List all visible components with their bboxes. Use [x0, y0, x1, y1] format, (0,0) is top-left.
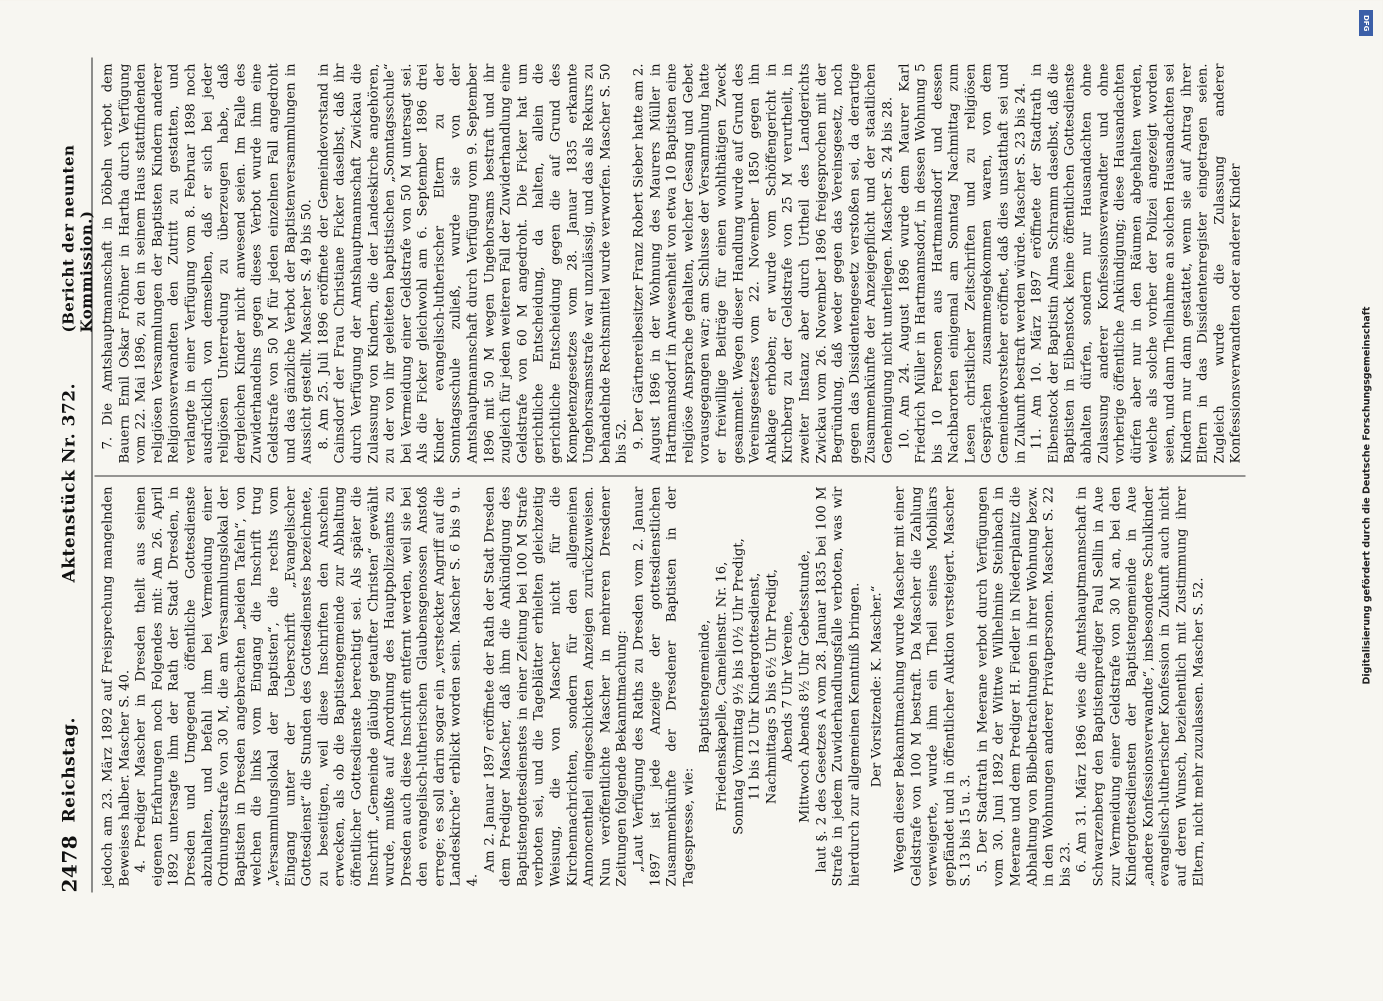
paragraph: 10. Am 24. August 1896 wurde dem Maurer Karl Friedrich Müller in Hartmannsdorf, in dessen Wohnung 5 bis 10 Personen aus Hartmannsdorf und dessen Nachbarorten einigemal am Sonntag Nachmittag zum Lesen christlicher Zeitschriften und zu religiösen Gesprächen zusammengekommen waren, von dem Gemeindevorsteher eröffnet, daß dies unstatthaft sei und in Zukunft bestraft werden würde. Mascher S. 23 bis 24.	[897, 63, 1029, 464]
paragraph: Baptistengemeinde,	[697, 619, 713, 754]
paragraph: Der Vorsitzende: K. Mascher.“	[869, 585, 885, 788]
paragraph: 11 bis 12 Uhr Kindergottesdienst,	[747, 572, 763, 801]
dfg-logo: DFG	[1359, 10, 1373, 36]
paragraph: 4. Prediger Mascher in Dresden theilt aus seinen eigenen Erfahrungen noch Folgendes mit: Am 26. April 1892 untersagte ihm der Rath der Stadt Dresden, in Dresden und Umgegend öffentliche Gottesdienste abzuhalten, und befahl ihm bei Vermeidung einer Ordnungsstrafe von 30 M, die am Versammlungslokal der Baptisten in Dresden angebrachten „beiden Tafeln“, von welchen die links vom Eingang die Inschrift trug „Versammlungslokal der Baptisten“, die rechts vom Eingang unter der Ueberschrift „Evangelischer Gottesdienst“ die Stunden des Gottesdienstes bezeichnete, zu beseitigen, weil diese Inschriften den Anschein erwecken, als ob die Baptistengemeinde zur Abhaltung öffentlicher Gottesdienste berechtigt sei. Als später die Inschrift „Gemeinde gläubig getaufter Christen“ gewählt wurde, mußte auf Anordnung des Hauptpolizeiamts zu Dresden auch diese Inschrift entfernt werden, weil sie bei den evangelisch-lutherischen Glaubensgenossen Anstoß errege; es soll darin sogar ein „versteckter Angriff auf die Landeskirche“ erblickt worden sein. Mascher S. 6 bis 9 u. 4.	[133, 486, 481, 887]
paragraph: „Laut Verfügung des Raths zu Dresden vom 2. Januar 1897 ist jede Anzeige der gottesdienstlichen Zusammenkünfte der Dresdener Baptisten in der Tagespresse, wie:	[631, 486, 697, 887]
header-center-title: Aktenstück Nr. 372.	[59, 382, 80, 583]
paragraph: 9. Der Gärtnereibesitzer Franz Robert Sieber hatte am 2. August 1896 in der Wohnung des Maurers Müller in Hartmannsdorf in Anwesenheit von etwa 10 Baptisten eine religiöse Ansprache gehalten, welcher Gesang und Gebet vorausgegangen war; am Schlusse der Versammlung hatte er freiwillige Beiträge für einen wohlthätigen Zweck gesammelt. Wegen dieser Handlung wurde auf Grund des Vereinsgesetzes vom 22. November 1850 gegen ihn Anklage erhoben; er wurde vom Schöffengericht in Kirchberg zu der Geldstrafe von 25 M verurtheilt, in zweiter Instanz aber durch Urtheil des Landgerichts Zwickau vom 26. November 1896 freigesprochen mit der Begründung, daß weder gegen das Vereinsgesetz, noch gegen das Dissidentengesetz verstoßen sei, da derartige Zusammenkünfte der Anzeigepflicht und der staatlichen Genehmigung nicht unterliegen. Mascher S. 24 bis 28.	[631, 63, 896, 464]
page-content	[52, 58, 1246, 893]
paragraph: 8. Am 25. Juli 1896 eröffnete der Gemeindevorstand in Cainsdorf der Frau Christiane Ficker daselbst, daß ihr durch Verfügung der Amtshauptmannschaft Zwickau die Zulassung von Kindern, die der Landeskirche angehören, zu der von ihr geleiteten baptistischen „Sonntagsschule“ bei Vermeidung einer Geldstrafe von 50 M untersagt sei. Als die Ficker gleichwohl am 6. September 1896 drei Kinder evangelisch-lutherischer Eltern zu der Sonntagsschule zuließ, wurde sie von der Amtshauptmannschaft durch Verfügung vom 9. September 1896 mit 50 M wegen Ungehorsams bestraft und ihr zugleich für jeden weiteren Fall der Zuwiderhandlung eine Geldstrafe von 60 M angedroht. Die Ficker hat um gerichtliche Entscheidung, da halten, allein die gerichtliche Entscheidung gegen die auf Grund des Kompetenzgesetzes vom 28. Januar 1835 erkannte Ungehorsamsstrafe war unzulässig, und das als Rekurs zu behandelnde Rechtsmittel wurde verworfen. Mascher S. 50 bis 52.	[316, 63, 630, 464]
dfg-credit-strip	[1357, 10, 1375, 990]
dfg-credit-text: Digitalisierung gefördert durch die Deutsche Forschungsgemeinschaft	[1361, 306, 1373, 685]
page-number: 2478	[57, 834, 82, 893]
left-column	[95, 476, 1246, 893]
paragraph: 5. Der Stadtrath in Meerane verbot durch Verfügungen vom 30. Juni 1892 der Wittwe Wilhelmine Steinbach in Meerane und dem Prediger H. Fiedler in Niederplanitz die Abhaltung von Bibelbetrachtungen in ihrer Wohnung bezw. in den Wohnungen anderer Privatpersonen. Mascher S. 22 bis 23.	[975, 486, 1074, 887]
paragraph: Sonntag Vormittag 9½ bis 10½ Uhr Predigt,	[731, 538, 747, 835]
text-columns	[95, 58, 1246, 893]
paragraph: Wegen dieser Bekanntmachung wurde Mascher mit einer Geldstrafe von 100 M bestraft. Da Mascher die Zahlung verweigerte, wurde ihm ein Theil seines Mobiliars gepfändet und in öffentlicher Auktion versteigert. Mascher S. 13 bis 15 u. 3.	[892, 486, 974, 887]
header-left-title: Reichstag.	[59, 717, 80, 823]
paragraph: Mittwoch Abends 8½ Uhr Gebetsstunde,	[797, 550, 813, 823]
paragraph: Abends 7 Uhr Vereine,	[780, 610, 796, 763]
paragraph: 11. Am 10. März 1897 eröffnete der Stadtrath in Eibenstock der Baptistin Alma Schramm daselbst, daß die Baptisten in Eibenstock keine öffentlichen Gottesdienste abhalten dürfen, sondern nur Hausandachten ohne Zulassung anderer Konfessionsverwandter und ohne vorherige öffentliche Ankündigung; diese Hausandachten dürfen aber nur in den Räumen abgehalten werden, welche als solche vorher der Polizei angezeigt worden seien, und dann Theilnahme an solchen Hausandachten sei Kindern nur dann gestattet, wenn sie auf Antrag ihrer Eltern in das Dissidentenregister eingetragen seien. Zugleich wurde die Zulassung anderer Konfessionsverwandten oder anderer Kinder	[1029, 63, 1244, 464]
paragraph: 6. Am 31. März 1896 wies die Amtshauptmannschaft in Schwarzenberg den Baptistenprediger Paul Sellin in Aue zur Vermeidung einer Geldstrafe von 30 M an, bei den Kindergottesdiensten der Baptistengemeinde in Aue „andere Konfessionsverwandte“, insbesondere Schulkinder evangelisch-lutherischer Konfession in Zukunft auch nicht auf deren Wunsch, beziehentlich mit Zustimmung ihrer Eltern, nicht mehr zuzulassen. Mascher S. 52.	[1074, 486, 1207, 887]
page-header	[52, 58, 96, 893]
paragraph: jedoch am 23. März 1892 auf Freisprechung mangelnden Beweises halber. Mascher S. 40.	[100, 486, 133, 887]
paragraph: laut §. 2 des Gesetzes A vom 28. Januar 1835 bei 100 M Strafe in jedem Zuwiderhandlungsfalle verboten, was wir hierdurch zur allgemeinen Kenntniß bringen.	[814, 486, 863, 887]
paragraph: Friedenskapelle, Camelienstr. Nr. 16,	[714, 561, 730, 812]
paragraph: 7. Die Amtshauptmannschaft in Döbeln verbot dem Bauern Emil Oskar Fröhner in Hartha durch Verfügung vom 22. Mai 1896, zu den in seinem Haus stattfindenden religiösen Versammlungen der Baptisten Kindern anderer Religionsverwandten den Zutritt zu gestatten, und verlangte in einer Verfügung vom 8. Februar 1898 noch ausdrücklich von demselben, daß er sich bei jeder religiösen Unterredung zu überzeugen habe, daß dergleichen Kinder nicht anwesend seien. Im Falle des Zuwiderhandelns gegen dieses Verbot wurde ihm eine Geldstrafe von 50 M für jeden einzelnen Fall angedroht und das gänzliche Verbot der Baptistenversammlungen in Aussicht gestellt. Mascher S. 49 bis 50.	[100, 63, 315, 464]
paragraph: Am 2. Januar 1897 eröffnete der Rath der Stadt Dresden dem Prediger Mascher, daß ihm die Ankündigung des Baptistengottesdienstes in einer Zeitung bei 100 M Strafe verboten sei, und die Tageblätter erhielten gleichzeitig Weisung, die von Mascher nicht für die Kirchennachrichten, sondern für den allgemeinen Annoncentheil eingeschickten Anzeigen zurückzuweisen. Nun veröffentlichte Mascher in mehreren Dresdener Zeitungen folgende Bekanntmachung:	[482, 486, 630, 887]
paragraph: Nachmittags 5 bis 6½ Uhr Predigt,	[764, 568, 780, 805]
document-page	[0, 1, 1383, 1001]
right-column	[95, 58, 1246, 476]
header-right-title: (Bericht der neunten Kommission.)	[59, 144, 96, 333]
